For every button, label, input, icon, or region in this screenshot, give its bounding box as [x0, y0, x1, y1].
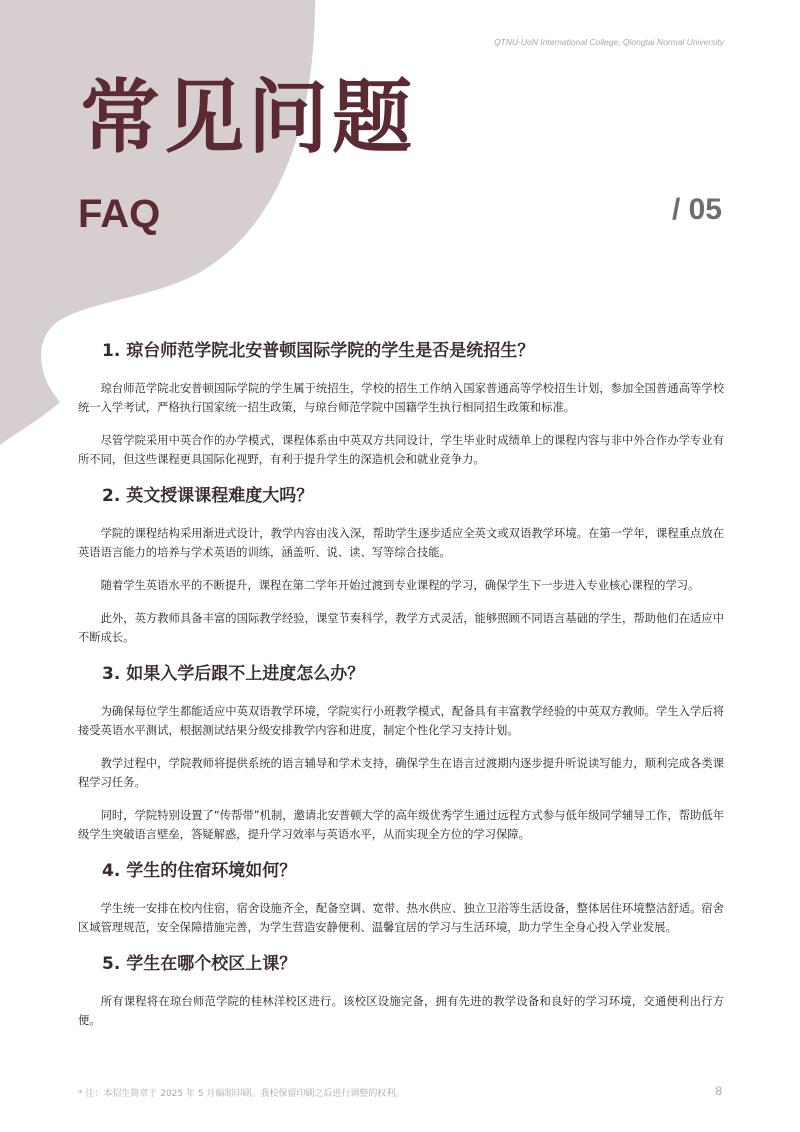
page-title-chinese: 常见问题	[80, 71, 416, 164]
faq-question: 3. 如果入学后跟不上进度怎么办？	[102, 664, 365, 684]
footer-note: * 注：本招生简章于 2025 年 5 月编制印刷。我校保留印刷之后进行调整的权利。	[78, 1089, 405, 1099]
faq-question: 5. 学生在哪个校区上课？	[102, 954, 297, 974]
faq-item	[78, 951, 724, 1030]
faq-answer-paragraph: 所有课程将在琼台师范学院的桂林洋校区进行。该校区设施完备，拥有先进的教学设备和良好的学习环境，交通便利出行方便。	[78, 995, 724, 1027]
faq-answer-paragraph: 尽管学院采用中英合作的办学模式，课程体系由中英双方共同设计，学生毕业时成绩单上的课程内容与非中外合作办学专业有所不同，但这些课程更具国际化视野，有利于提升学生的深造机会和就业竞争力。	[78, 434, 724, 466]
institution-note: QTNU-UoN International College, Qiongtai Normal University	[493, 37, 724, 47]
faq-item	[78, 661, 724, 844]
faq-question: 1. 琼台师范学院北安普顿国际学院的学生是否是统招生？	[102, 341, 535, 361]
page-title-english: FAQ	[78, 192, 161, 236]
faq-item	[78, 483, 724, 647]
faq-answer-paragraph: 学院的课程结构采用渐进式设计，教学内容由浅入深，帮助学生逐步适应全英文或双语教学环境。在第一学年，课程重点放在英语语言能力的培养与学术英语的训练，涵盖听、说、读、写等综合技能。	[78, 527, 724, 559]
faq-answer-paragraph: 琼台师范学院北安普顿国际学院的学生属于统招生，学校的招生工作纳入国家普通高等学校招生计划，参加全国普通高等学校统一入学考试，严格执行国家统一招生政策，与琼台师范学院中国籍学生执行相同招生政策和标准。	[78, 382, 724, 414]
faq-item	[78, 338, 724, 469]
section-number: / 05	[671, 193, 722, 226]
faq-list	[78, 338, 724, 1044]
faq-question: 2. 英文授课课程难度大吗？	[102, 486, 314, 506]
faq-item	[78, 858, 724, 937]
page-number: 8	[715, 1084, 722, 1098]
faq-question: 4. 学生的住宿环境如何？	[102, 861, 297, 881]
faq-answer-paragraph: 随着学生英语水平的不断提升，课程在第二学年开始过渡到专业课程的学习，确保学生下一步进入专业核心课程的学习。	[100, 579, 700, 592]
faq-answer-paragraph: 学生统一安排在校内住宿，宿舍设施齐全，配备空调、宽带、热水供应、独立卫浴等生活设备，整体居住环境整洁舒适。宿舍区域管理规范，安全保障措施完善，为学生营造安静便利、温馨宜居的学习与生活环境，助力学生全身心投入学业发展。	[78, 902, 724, 934]
faq-answer-paragraph: 此外，英方教师具备丰富的国际教学经验，课堂节奏科学，教学方式灵活，能够照顾不同语言基础的学生，帮助他们在适应中不断成长。	[78, 612, 724, 644]
faq-answer-paragraph: 教学过程中，学院教师将提供系统的语言辅导和学术支持，确保学生在语言过渡期内逐步提升听说读写能力，顺利完成各类课程学习任务。	[78, 757, 724, 789]
faq-answer-paragraph: 同时，学院特别设置了“传帮带”机制，邀请北安普顿大学的高年级优秀学生通过远程方式参与低年级同学辅导工作，帮助低年级学生突破语言壁垒，答疑解惑，提升学习效率与英语水平，从而实现全方位的学习保障。	[78, 809, 724, 841]
faq-answer-paragraph: 为确保每位学生都能适应中英双语教学环境，学院实行小班教学模式，配备具有丰富教学经验的中英双方教师。学生入学后将接受英语水平测试，根据测试结果分级安排教学内容和进度，制定个性化学习支持计划。	[78, 705, 724, 737]
